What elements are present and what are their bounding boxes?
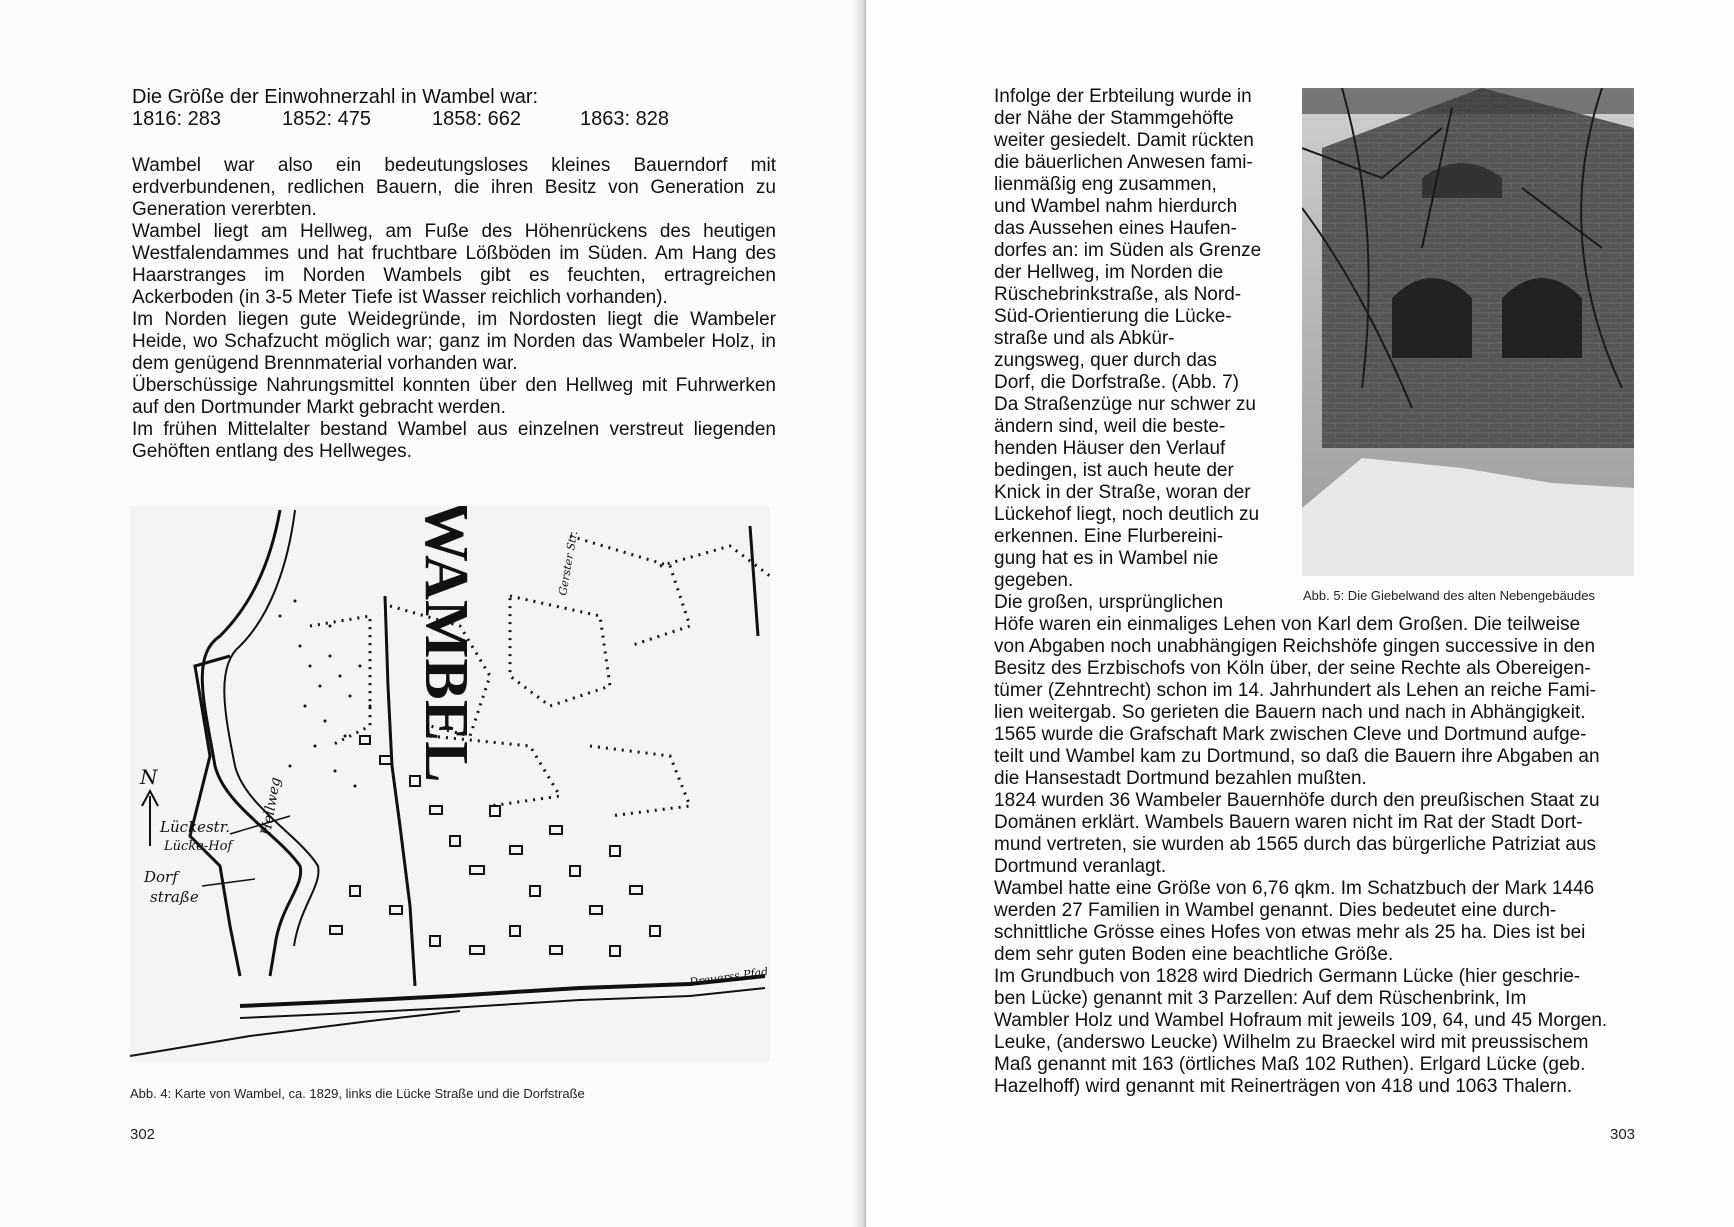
map-hellweg [240, 976, 765, 1006]
map-label-street-ne: Gerster Str. [556, 529, 581, 597]
map-building [450, 836, 460, 846]
map-lueckestrasse [385, 596, 415, 986]
map-field-boundary [590, 746, 690, 816]
map-title: WAMBEL [412, 506, 480, 783]
paragraph: Wambel war also ein bedeutungsloses kleines Bauerndorf mit erdverbundenen, redlichen Bauern, die ihren Besitz von Generation zu Generation vererbten. [132, 155, 776, 220]
map-building [550, 946, 562, 954]
map-building [470, 866, 484, 874]
map-label-dorf: Dorf [144, 868, 178, 886]
text-line: Domänen erklärt. Wambels Bauern waren nicht im Rat der Stadt Dort- [994, 812, 1583, 833]
text-line: Süd-Orientierung die Lücke- [994, 306, 1232, 327]
text-line: dorfes an: im Süden als Grenze [994, 240, 1262, 261]
text-line: gung hat es in Wambel nie [994, 548, 1219, 569]
map-north-label: N [140, 765, 158, 789]
paragraph: Wambel liegt am Hellweg, am Fuße des Höhenrückens des heutigen Westfalendammes und hat fruchtbare Lößböden im Süden. Am Hang des Haarstranges im Norden Wambels gibt es feuchten, ertragreichen Ackerboden (in 3-5 Meter Tiefe ist Wasser reichlich vorhanden). [132, 221, 776, 308]
photo-gable-wall [1302, 88, 1634, 576]
map-west-boundary [190, 656, 240, 976]
text-line: der Nähe der Stammgehöfte [994, 108, 1234, 129]
text-line: Im Grundbuch von 1828 wird Diedrich Germann Lücke (hier geschrie- [994, 966, 1581, 987]
text-line: der Hellweg, im Norden die [994, 262, 1224, 283]
text-line: lien weitergab. So gerieten die Bauern nach und nach in Abhängigkeit. [994, 702, 1586, 723]
text-line: Besitz des Erzbischofs von Köln über, der seine Rechte als Obereigen- [994, 658, 1591, 679]
paragraph: Im frühen Mittelalter bestand Wambel aus einzelnen verstreut liegenden Gehöften entlang des Hellweges. [132, 419, 776, 462]
text-line: henden Häuser den Verlauf [994, 438, 1226, 459]
photo-roof-edge [1302, 88, 1634, 114]
page-number-right: 303 [1610, 1126, 1636, 1143]
map-building [350, 886, 360, 896]
text-line: lienmäßig eng zusammen, [994, 174, 1217, 195]
text-line: Höfe waren ein einmaliges Lehen von Karl dem Großen. Die teilweise [994, 614, 1581, 635]
map-building [510, 926, 520, 936]
map-building [610, 846, 620, 856]
text-line: Die großen, ursprünglichen [994, 592, 1224, 613]
population-heading: Die Größe der Einwohnerzahl in Wambel war: [132, 86, 539, 108]
text-line: mund vertreten, sie wurden ab 1565 durch das bürgerliche Patriziat aus [994, 834, 1597, 855]
map-building [610, 946, 620, 956]
paragraph: Überschüssige Nahrungsmittel konnten über den Hellweg mit Fuhrwerken auf den Dortmunder Markt gebracht werden. [132, 375, 776, 418]
text-line: zungsweg, quer durch das [994, 350, 1217, 371]
text-line: dem sehr guten Boden eine beachtliche Größe. [994, 944, 1394, 965]
right-wide-column [994, 614, 1637, 1098]
text-line: Wambel hatte eine Größe von 6,76 qkm. Im Schatzbuch der Mark 1446 [994, 878, 1595, 899]
photo-caption: Abb. 5: Die Giebelwand des alten Nebengebäudes [1303, 588, 1595, 603]
left-page [0, 0, 866, 1227]
map-building [430, 806, 442, 814]
text-line: 1824 wurden 36 Wambeler Bauernhöfe durch den preußischen Staat zu [994, 790, 1600, 811]
map-field-boundary [570, 536, 690, 646]
text-line: die bäuerlichen Anwesen fami- [994, 152, 1253, 173]
map-building [530, 886, 540, 896]
map-figure [130, 506, 770, 1062]
text-line: Dortmund veranlagt. [994, 856, 1167, 877]
text-line: erkennen. Eine Flurbereini- [994, 526, 1224, 547]
left-body-text [132, 155, 776, 463]
page-number-left: 302 [130, 1126, 156, 1143]
map-label-hellweg: Hellweg [258, 776, 285, 837]
photo-image [1302, 88, 1634, 576]
text-line: die Hansestadt Dortmund bezahlen mußten. [994, 768, 1367, 789]
map-building [470, 946, 484, 954]
map-south-road [130, 1011, 460, 1056]
text-line: Hazelhoff) wird genannt mit Reinerträgen von 418 und 1063 Thalern. [994, 1076, 1573, 1097]
right-narrow-column [994, 86, 1271, 614]
map-pointer-arrow [202, 879, 255, 886]
map-label-lueckehof: Lücke-Hof [164, 839, 233, 854]
text-line: teilt und Wambel kam zu Dortmund, so daß die Bauern ihre Abgaben an [994, 746, 1600, 767]
map-caption: Abb. 4: Karte von Wambel, ca. 1829, links die Lücke Straße und die Dorfstraße [130, 1086, 585, 1101]
population-1863: 1863: 828 [580, 108, 669, 130]
map-building [390, 906, 402, 914]
population-figures [132, 108, 752, 130]
map-river [202, 510, 300, 976]
map-building [490, 806, 500, 816]
text-line: 1565 wurde die Grafschaft Mark zwischen Cleve und Dortmund aufge- [994, 724, 1587, 745]
text-line: Maß genannt mit 163 (örtliches Maß 102 Ruthen). Erlgard Lücke (geb. [994, 1054, 1586, 1075]
text-line: gegeben. [994, 570, 1074, 591]
map-building [330, 926, 342, 934]
map-building [550, 826, 562, 834]
text-line: Dorf, die Dorfstraße. (Abb. 7) [994, 372, 1239, 393]
text-line: von Abgaben noch unabhängigen Reichshöfe gingen successive in den [994, 636, 1596, 657]
text-line: werden 27 Familien in Wambel genannt. Dies bedeutet eine durch- [994, 900, 1557, 921]
text-line: ändern sind, weil die beste- [994, 416, 1226, 437]
population-1858: 1858: 662 [432, 108, 521, 130]
map-building [650, 926, 660, 936]
map-building [430, 936, 440, 946]
photo-arch-window [1502, 278, 1582, 358]
photo-arch-window [1392, 278, 1472, 358]
map-drawing [130, 506, 770, 1062]
text-line: Da Straßenzüge nur schwer zu [994, 394, 1256, 415]
text-line: ben Lücke) genannt mit 3 Parzellen: Auf dem Rüschenbrink, Im [994, 988, 1527, 1009]
text-line: Rüschebrinkstraße, als Nord- [994, 284, 1242, 305]
text-line: Lückehof liegt, noch deutlich zu [994, 504, 1260, 525]
map-field-boundary [310, 616, 370, 746]
map-label-strasse: straße [150, 888, 199, 906]
text-line: Wambler Holz und Wambel Hofraum mit jeweils 109, 64, und 45 Morgen. [994, 1010, 1608, 1031]
map-label-lueckestr: Lückestr. [160, 818, 231, 836]
map-building [630, 886, 642, 894]
text-line: und Wambel nahm hierdurch [994, 196, 1238, 217]
map-label-street-se: Dreuerss Pfad [688, 965, 769, 989]
text-line: schnittliche Grösse eines Hofes von etwas mehr als 25 ha. Dies ist bei [994, 922, 1586, 943]
population-1852: 1852: 475 [282, 108, 371, 130]
map-building [510, 846, 522, 854]
text-line: das Aussehen eines Haufen- [994, 218, 1237, 239]
map-east-line [750, 526, 758, 636]
text-line: tümer (Zehntrecht) schon im 14. Jahrhundert als Lehen an reiche Fami- [994, 680, 1596, 701]
map-building [570, 866, 580, 876]
paragraph: Im Norden liegen gute Weidegründe, im Nordosten liegt die Wambeler Heide, wo Schafzucht möglich war; ganz im Norden das Wambeler Holz, in dem genügend Brennmaterial vorhanden war. [132, 309, 776, 374]
text-line: bedingen, ist auch heute der [994, 460, 1234, 481]
text-line: weiter gesiedelt. Damit rückten [994, 130, 1254, 151]
text-line: Leuke, (anderswo Leucke) Wilhelm zu Braeckel wird mit preussischem [994, 1032, 1589, 1053]
map-field-boundary [510, 596, 610, 706]
text-line: Infolge der Erbteilung wurde in [994, 86, 1252, 107]
text-line: Knick in der Straße, woran der [994, 482, 1251, 503]
map-building [360, 736, 370, 744]
population-1816: 1816: 283 [132, 108, 221, 130]
map-building [590, 906, 602, 914]
text-line: straße und als Abkür- [994, 328, 1175, 349]
